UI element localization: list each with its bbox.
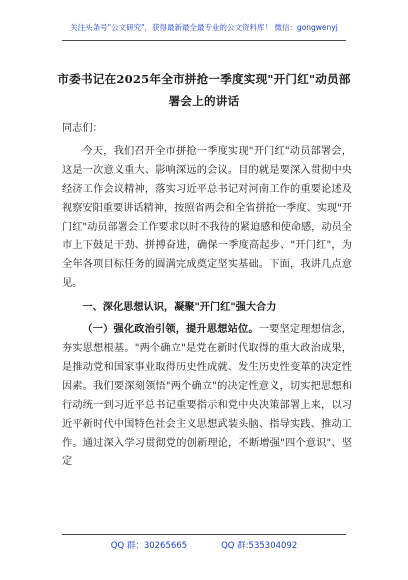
footer	[0, 539, 408, 551]
subsection-text: 一要坚定理想信念，夯实思想根基。"两个确立"是党在新时代取得的重大政治成果，是推动党和国家事业取得历史性成就、发生历史性变革的决定性因素。我们要深刻领悟"两个确立"的决定性意义，切实把思想和行动统一到习近平总书记重要指示和党中央决策部署上来，以习近平新时代中国特色社会主义思想武装头脑、指导实践、推动工作。通过深入学习贯彻党的创新理论，不断增强"四个意识"、坚定	[62, 324, 352, 468]
header-divider	[62, 40, 346, 41]
footer-divider	[62, 534, 346, 535]
footer-qq-group-2: QQ 群:535304092	[221, 541, 298, 551]
opening-paragraph: 今天，我们召开全市拼抢一季度实现"开门红"动员部署会，这是一次意义重大、影响深远的会议。目的就是要深入贯彻中央经济工作会议精神，落实习近平总书记对河南工作的重要论述及视察安阳重要讲话精神，按照省两会和全省拼抢一季度、实现"开门红"动员部署会工作要求以时不我待的紧迫感和使命感，动员全市上下鼓足干劲、拼搏奋进，确保一季度高起步、"开门红"，为全年各项目标任务的圆满完成奠定坚实基础。下面，我讲几点意见。	[62, 145, 352, 290]
header-notice: 关注头条号"公文研究"，获得最新最全最专业的公文资料库！ 微信：gongwenyj	[70, 23, 338, 32]
title-line-1: 市委书记在2025年全市拼抢一季度实现"开门红"动员部	[57, 72, 351, 86]
title-line-2: 署会上的讲话	[168, 94, 240, 108]
subsection-paragraph	[62, 320, 352, 472]
document-body	[62, 120, 352, 472]
subsection-heading: （一）强化政治引领，提升思想站位。	[82, 323, 259, 336]
footer-qq-group-1: QQ 群：30265665	[110, 541, 188, 551]
document-title	[50, 68, 358, 112]
section-heading: 一、深化思想认识，凝聚"开门红"强大合力	[82, 301, 277, 314]
salutation: 同志们：	[62, 123, 103, 134]
